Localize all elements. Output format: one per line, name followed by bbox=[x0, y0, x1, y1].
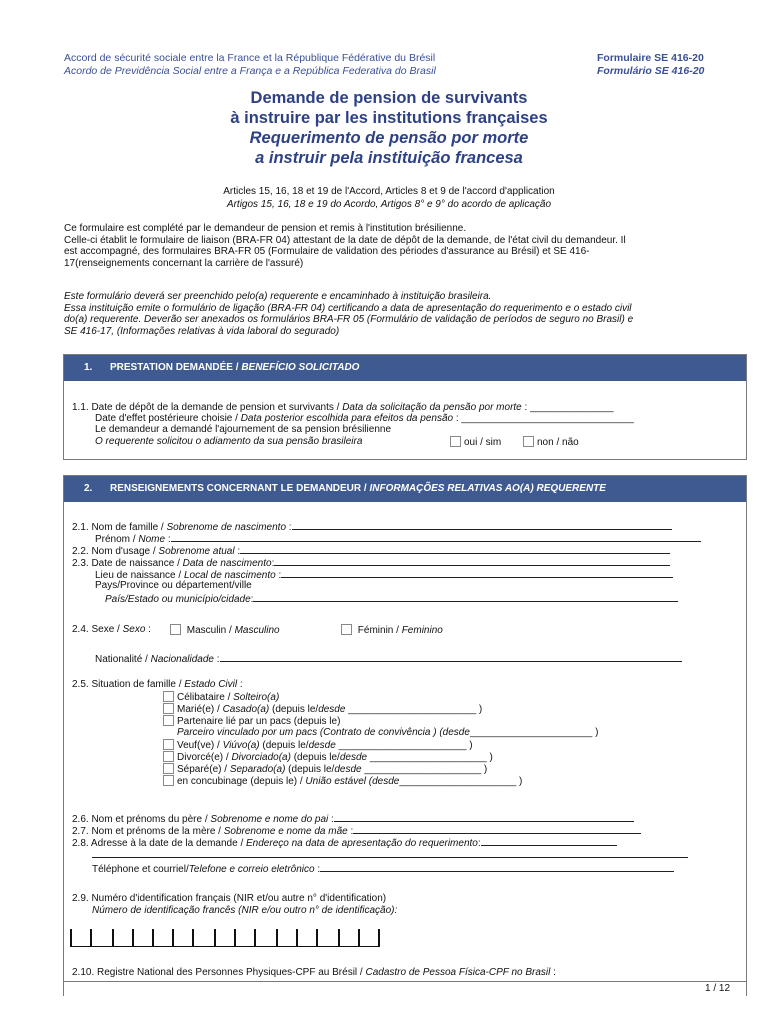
box-divider bbox=[192, 929, 194, 946]
section-bottom-border bbox=[63, 981, 747, 982]
checkbox[interactable] bbox=[341, 624, 352, 635]
checkbox[interactable] bbox=[163, 763, 174, 774]
label-pt: Parceiro vinculado por um pacs (Contrato de convivência ) (desde bbox=[177, 727, 470, 738]
label-fr: 2.1. Nom de famille / bbox=[72, 522, 167, 533]
marital-divorced-option[interactable] bbox=[163, 751, 493, 763]
input-line[interactable] bbox=[220, 652, 682, 662]
field-address[interactable]: 2.8. Adresse à la date de la demande / Endereço na data de apresentação do requerimento: bbox=[72, 836, 617, 849]
input-line[interactable] bbox=[481, 836, 617, 846]
label-pt: Data posterior escolhida para efeitos da pensão bbox=[240, 413, 454, 424]
date-line: _______________________ ) bbox=[335, 740, 473, 751]
label-pt: Sobrenome atual bbox=[158, 546, 235, 557]
option-label: oui / sim bbox=[464, 437, 502, 448]
since-label: (depuis le/ bbox=[269, 704, 319, 715]
marital-separated-option[interactable] bbox=[163, 763, 487, 775]
since-label-pt: desde bbox=[308, 740, 336, 751]
label-pt: Separado(a) bbox=[229, 764, 286, 775]
label-fr: 2.2. Nom d'usage / bbox=[72, 546, 159, 557]
date-line: ______________________ ) bbox=[469, 727, 599, 738]
input-line[interactable] bbox=[253, 592, 678, 602]
label-fr: Veuf(ve) / bbox=[177, 740, 223, 751]
page-number: 1 / 12 bbox=[705, 983, 731, 994]
label-pt: Sexo bbox=[122, 624, 146, 635]
field-usual-name[interactable]: 2.2. Nom d'usage / Sobrenome atual : bbox=[72, 544, 670, 557]
label-pt: Data da solicitação da pensão por morte bbox=[342, 402, 522, 413]
field-birth-place[interactable]: Lieu de naissance / Local de nascimento : bbox=[95, 568, 673, 581]
articles-fr: Articles 15, 16, 18 et 19 de l'Accord, Articles 8 et 9 de l'accord d'application bbox=[223, 186, 555, 197]
box-divider bbox=[132, 929, 134, 946]
marital-single-option[interactable] bbox=[163, 691, 279, 703]
field-sex-label: 2.4. Sexe / Sexo : bbox=[72, 624, 151, 635]
checkbox[interactable] bbox=[170, 624, 181, 635]
label-fr: 2.7. Nom et prénoms de la mère / bbox=[72, 826, 224, 837]
deferral-yes-option[interactable] bbox=[450, 436, 501, 448]
title-line-4: a instruir pela instituição francesa bbox=[255, 149, 523, 167]
label-fr: Masculin / bbox=[186, 625, 235, 636]
box-divider bbox=[112, 929, 114, 946]
label-fr: en concubinage (depuis le) / bbox=[177, 776, 306, 787]
intro-fr-line: est accompagné, des formulaires BRA-FR 05 (Formulaire de validation des périodes d'assurance au Brésil) et SE 416- bbox=[64, 246, 590, 257]
label-fr: 1.1. Date de dépôt de la demande de pension et survivants / bbox=[72, 402, 343, 413]
field-birth-surname[interactable]: 2.1. Nom de famille / Sobrenome de nascimento : bbox=[72, 520, 672, 533]
checkbox[interactable] bbox=[450, 436, 461, 447]
input-line[interactable] bbox=[281, 568, 673, 578]
box-divider bbox=[214, 929, 216, 946]
label-fr: Divorcé(e) / bbox=[177, 752, 232, 763]
label-pt: Nome bbox=[138, 534, 166, 545]
since-label: (depuis le/ bbox=[285, 764, 335, 775]
input-line[interactable] bbox=[240, 544, 670, 554]
label-pt: Estado Civil bbox=[184, 679, 238, 690]
field-cpf[interactable] bbox=[72, 967, 556, 978]
box-divider bbox=[254, 929, 256, 946]
intro-fr-line: 17(renseignements concernant la carrière de l'assuré) bbox=[64, 257, 304, 269]
colon: : bbox=[550, 967, 556, 978]
title-line-3: Requerimento de pensão por morte bbox=[249, 129, 529, 147]
label-fr: Célibataire / bbox=[177, 692, 234, 703]
input-line[interactable] bbox=[334, 812, 634, 822]
label-pt: Nacionalidade bbox=[150, 654, 214, 665]
label-pt: União estável bbox=[305, 776, 367, 787]
marital-married-option[interactable] bbox=[163, 703, 482, 715]
since-label-pt: desde bbox=[339, 752, 368, 763]
field-nationality[interactable]: Nationalité / Nacionalidade : bbox=[95, 652, 682, 665]
label-pt: Telefone e correio eletrônico bbox=[188, 864, 315, 875]
intro-fr-line: Celle-ci établit le formulaire de liaison (BRA-FR 04) attestant de la date de dépôt de la demande, de l'état civil du demandeur. Il bbox=[64, 234, 626, 246]
label-pt: Viúvo(a) bbox=[222, 740, 260, 751]
intro-fr bbox=[64, 223, 739, 269]
date-line: _____________________ ) bbox=[399, 776, 523, 787]
section-title-fr: PRESTATION DEMANDÉE / bbox=[110, 362, 242, 373]
country-label-fr: Pays/Province ou département/ville bbox=[95, 580, 252, 591]
date-line: _____________________ ) bbox=[361, 764, 488, 775]
since-label-pt: desde bbox=[318, 704, 346, 715]
box-divider bbox=[358, 929, 360, 946]
label-fr: 2.5. Situation de famille / bbox=[72, 679, 185, 690]
deferral-question-fr: Le demandeur a demandé l'ajournement de sa pension brésilienne bbox=[95, 424, 392, 435]
label-pt: Sobrenome de nascimento bbox=[166, 522, 287, 533]
label-pt: Casado(a) bbox=[222, 704, 270, 715]
since-label-pt: desde bbox=[334, 764, 362, 775]
since-label: (depuis le/ bbox=[259, 740, 309, 751]
box-divider bbox=[338, 929, 340, 946]
field-id-number-pt: Número de identificação francês (NIR e/ou outro n° de identificação): bbox=[92, 905, 398, 916]
box-divider bbox=[234, 929, 236, 946]
field-marital-status-label: 2.5. Situation de famille / Estado Civil : bbox=[72, 679, 243, 690]
label-fr: Nationalité / bbox=[95, 654, 151, 665]
header-form-id-pt: Formulário SE 416-20 bbox=[597, 65, 705, 77]
box-divider bbox=[316, 929, 318, 946]
field-id-number-fr: 2.9. Numéro d'identification français (NIR et/ou autre n° d'identification) bbox=[72, 893, 387, 904]
marital-pacs-pt bbox=[177, 727, 598, 738]
header-agreement-fr: Accord de sécurité sociale entre la France et la République Fédérative du Brésil bbox=[64, 52, 436, 64]
field-country[interactable]: País/Estado ou município/cidade: bbox=[105, 592, 678, 605]
checkbox[interactable] bbox=[523, 436, 534, 447]
checkbox[interactable] bbox=[163, 703, 174, 714]
date-line: _____________________ ) bbox=[367, 752, 493, 763]
input-line[interactable] bbox=[274, 556, 670, 566]
deferral-question-pt: O requerente solicitou o adiamento da sua pensão brasileira bbox=[95, 436, 363, 447]
label-fr: 2.10. Registre National des Personnes Physiques-CPF au Brésil / bbox=[72, 967, 366, 978]
box-divider bbox=[70, 929, 72, 946]
intro-pt-line: SE 416-17, (Informações relativas à vida laboral do segurado) bbox=[64, 325, 340, 337]
input-line[interactable] bbox=[292, 520, 672, 530]
label-fr: Marié(e) / bbox=[177, 704, 223, 715]
section-title-pt: BENEFÍCIO SOLICITADO bbox=[241, 362, 360, 373]
intro-pt-line: Este formulário deverá ser preenchido pelo(a) requerente e encaminhado à instituição brasileira. bbox=[64, 291, 492, 302]
input-line[interactable] bbox=[92, 848, 688, 858]
section-number: 1. bbox=[84, 362, 93, 373]
input-line[interactable] bbox=[171, 532, 701, 542]
title-line-2: à instruire par les institutions françaises bbox=[230, 109, 548, 127]
since-label: (depuis le/ bbox=[290, 752, 340, 763]
checkbox[interactable] bbox=[163, 739, 174, 750]
box-divider bbox=[296, 929, 298, 946]
articles-pt: Artigos 15, 16, 18 e 19 do Acordo, Artigos 8° e 9° do acordo de aplicação bbox=[226, 199, 552, 210]
label-fr: Prénom / bbox=[95, 534, 139, 545]
box-divider bbox=[172, 929, 174, 946]
checkbox[interactable] bbox=[163, 751, 174, 762]
date-line: _______________________ ) bbox=[345, 704, 483, 715]
intro-pt bbox=[64, 291, 739, 337]
blank-line: : _______________________________ bbox=[453, 413, 634, 424]
label-fr: 2.6. Nom et prénoms du père / bbox=[72, 814, 211, 825]
section-title-pt: INFORMAÇÕES RELATIVAS AO(A) REQUERENTE bbox=[369, 483, 606, 494]
marital-widowed-option[interactable] bbox=[163, 739, 473, 751]
since-label: (desde bbox=[366, 776, 400, 787]
section-number: 2. bbox=[84, 483, 93, 494]
section-1-header bbox=[64, 355, 746, 381]
label-fr: Date d'effet postérieure choisie / bbox=[95, 413, 241, 424]
box-divider bbox=[90, 929, 92, 946]
input-line[interactable] bbox=[320, 862, 674, 872]
label-pt: Sobrenome e nome da mãe bbox=[223, 826, 348, 837]
field-phone-email[interactable]: Téléphone et courriel/Telefone e correio eletrônico : bbox=[92, 862, 674, 875]
label-pt: Local de nascimento bbox=[183, 570, 276, 581]
header-agreement bbox=[64, 52, 436, 78]
label-pt: País/Estado ou município/cidade bbox=[105, 594, 251, 605]
section-title-fr: RENSEIGNEMENTS CONCERNANT LE DEMANDEUR / bbox=[110, 483, 370, 494]
field-mother-name[interactable]: 2.7. Nom et prénoms de la mère / Sobrenome e nome da mãe : bbox=[72, 824, 641, 837]
page-title bbox=[64, 88, 714, 168]
marital-cohabiting-option[interactable] bbox=[163, 775, 522, 787]
checkbox[interactable] bbox=[163, 691, 174, 702]
label-fr: 2.4. Sexe / bbox=[72, 624, 123, 635]
header-agreement-pt: Acordo de Previdência Social entre a França e a República Federativa do Brasil bbox=[64, 65, 436, 77]
label-fr: Téléphone et courriel/ bbox=[92, 864, 189, 875]
address-second-line[interactable] bbox=[92, 848, 688, 861]
header-form-id-fr: Formulaire SE 416-20 bbox=[597, 52, 704, 64]
field-effective-date[interactable] bbox=[95, 413, 634, 424]
box-divider bbox=[152, 929, 154, 946]
label-fr: Féminin / bbox=[357, 625, 402, 636]
id-number-boxes[interactable] bbox=[70, 929, 380, 947]
label-pt: Divorciado(a) bbox=[231, 752, 291, 763]
intro-pt-line: do(a) requerente. Deverão ser anexados os formulários BRA-FR 05 (Formulário de validação de períodos de seguro no Brasil) e bbox=[64, 314, 634, 325]
label-pt: Cadastro de Pessoa Física-CPF no Brasil bbox=[365, 967, 551, 978]
marital-pacs-option[interactable] bbox=[163, 715, 340, 727]
label-pt: Solteiro(a) bbox=[233, 692, 280, 703]
label-pt: Endereço na data de apresentação do requerimento bbox=[246, 838, 478, 849]
blank-line: : _______________ bbox=[521, 402, 614, 413]
label-pt: Data de nascimento bbox=[182, 558, 272, 569]
deferral-no-option[interactable] bbox=[523, 436, 579, 448]
label-fr: Partenaire lié par un pacs (depuis le) bbox=[177, 716, 341, 727]
header-form-id bbox=[597, 52, 704, 78]
sex-male-option[interactable] bbox=[170, 624, 280, 636]
legal-articles bbox=[64, 185, 714, 211]
label-pt: Sobrenome e nome do pai bbox=[210, 814, 329, 825]
intro-fr-line: Ce formulaire est complété par le demandeur de pension et remis à l'institution brésilienne. bbox=[64, 223, 467, 234]
field-application-date[interactable] bbox=[72, 402, 614, 413]
input-line[interactable] bbox=[353, 824, 641, 834]
checkbox[interactable] bbox=[163, 715, 174, 726]
label-pt: Feminino bbox=[401, 625, 443, 636]
label-fr: Séparé(e) / bbox=[177, 764, 230, 775]
label-fr: Lieu de naissance / bbox=[95, 570, 184, 581]
label-fr: 2.8. Adresse à la date de la demande / bbox=[72, 838, 247, 849]
intro-pt-line: Essa instituição emite o formulário de ligação (BRA-FR 04) certificando a data de apresentação do requerimento e o estado civil bbox=[64, 302, 632, 314]
sex-female-option[interactable] bbox=[341, 624, 443, 636]
checkbox[interactable] bbox=[163, 775, 174, 786]
box-divider bbox=[276, 929, 278, 946]
label-pt: Masculino bbox=[234, 625, 280, 636]
field-birth-date[interactable]: 2.3. Date de naissance / Data de nascimento: bbox=[72, 556, 670, 569]
field-father-name[interactable]: 2.6. Nom et prénoms du père / Sobrenome e nome do pai : bbox=[72, 812, 634, 825]
box-divider bbox=[378, 929, 380, 946]
title-line-1: Demande de pension de survivants bbox=[250, 89, 528, 107]
section-2-header bbox=[64, 476, 746, 502]
option-label: non / não bbox=[537, 437, 579, 448]
field-first-name[interactable]: Prénom / Nome : bbox=[95, 532, 701, 545]
label-fr: 2.3. Date de naissance / bbox=[72, 558, 183, 569]
